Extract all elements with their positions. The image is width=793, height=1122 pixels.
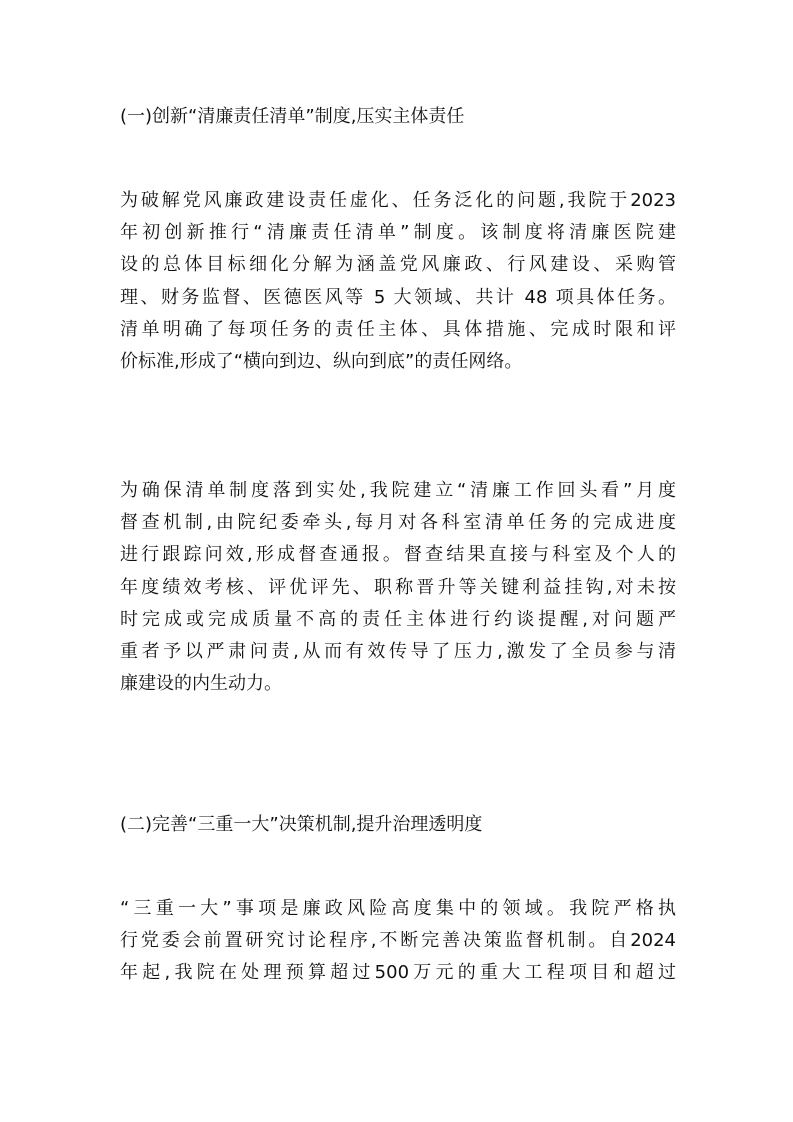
section-1-paragraph-2 (120, 475, 676, 700)
section-1-heading: (一)创新“清廉责任清单”制度,压实主体责任 (120, 106, 465, 127)
paragraph-line: 重者予以严肃问责,从而有效传导了压力,激发了全员参与清 (120, 641, 676, 663)
paragraph-line: 年起,我院在处理预算超过500万元的重大工程项目和超过 (120, 962, 676, 984)
paragraph-line: 年度绩效考核、评优评先、职称晋升等关键利益挂钩,对未按 (120, 576, 676, 598)
paragraph-line: 为破解党风廉政建设责任虚化、任务泛化的问题,我院于2023 (120, 190, 676, 211)
paragraph-line: 时完成或完成质量不高的责任主体进行约谈提醒,对问题严 (120, 608, 676, 630)
section-1-paragraph-1 (120, 185, 676, 378)
section-2-paragraph-1 (120, 893, 676, 990)
paragraph-line: 价标准,形成了“横向到边、纵向到底”的责任网络。 (120, 351, 523, 373)
paragraph-line: 行党委会前置研究讨论程序,不断完善决策监督机制。自2024 (120, 930, 676, 952)
section-2-heading: (二)完善“三重一大”决策机制,提升治理透明度 (120, 814, 483, 835)
paragraph-line: “三重一大”事项是廉政风险高度集中的领域。我院严格执 (120, 898, 676, 919)
paragraph-line: 年初创新推行“清廉责任清单”制度。该制度将清廉医院建 (120, 222, 676, 244)
paragraph-line: 理、财务监督、医德医风等 5 大领域、共计 48 项具体任务。 (120, 286, 676, 308)
paragraph-line: 督查机制,由院纪委牵头,每月对各科室清单任务的完成进度 (120, 512, 676, 534)
paragraph-line: 为确保清单制度落到实处,我院建立“清廉工作回头看”月度 (120, 480, 676, 501)
paragraph-line: 廉建设的内生动力。 (120, 673, 282, 695)
paragraph-line: 进行跟踪问效,形成督查通报。督查结果直接与科室及个人的 (120, 544, 676, 566)
paragraph-line: 清单明确了每项任务的责任主体、具体措施、完成时限和评 (120, 318, 676, 340)
paragraph-line: 设的总体目标细化分解为涵盖党风廉政、行风建设、采购管 (120, 254, 676, 276)
